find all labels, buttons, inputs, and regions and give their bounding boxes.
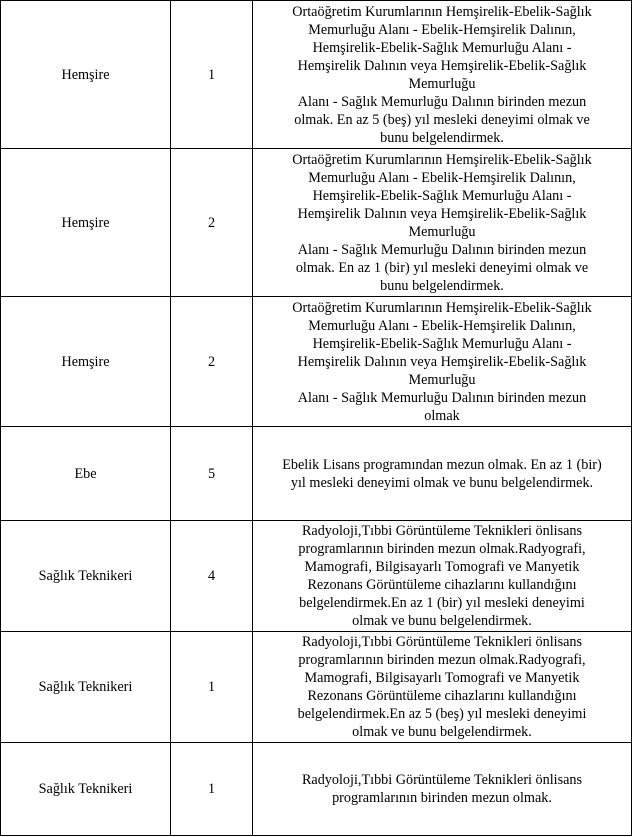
position-count: 1 [171, 743, 253, 836]
position-requirement: Ortaöğretim Kurumlarının Hemşirelik-Ebelik-Sağlık Memurluğu Alanı - Ebelik-Hemşirelik Dalının, Hemşirelik-Ebelik-Sağlık Memurluğu Alanı - Hemşirelik Dalının veya Hemşirelik-Ebelik-Sağlık Memurluğu Alanı - Sağlık Memurluğu Dalının birinden mezun olmak. En az 5 (beş) yıl mesleki deneyimi olmak ve bunu belgelendirmek. [253, 1, 632, 149]
position-title: Sağlık Teknikeri [1, 632, 171, 743]
position-count: 5 [171, 427, 253, 521]
position-requirement: Ortaöğretim Kurumlarının Hemşirelik-Ebelik-Sağlık Memurluğu Alanı - Ebelik-Hemşirelik Dalının, Hemşirelik-Ebelik-Sağlık Memurluğu Alanı - Hemşirelik Dalının veya Hemşirelik-Ebelik-Sağlık Memurluğu Alanı - Sağlık Memurluğu Dalının birinden mezun olmak [253, 297, 632, 427]
position-requirement: Ortaöğretim Kurumlarının Hemşirelik-Ebelik-Sağlık Memurluğu Alanı - Ebelik-Hemşirelik Dalının, Hemşirelik-Ebelik-Sağlık Memurluğu Alanı - Hemşirelik Dalının veya Hemşirelik-Ebelik-Sağlık Memurluğu Alanı - Sağlık Memurluğu Dalının birinden mezun olmak. En az 1 (bir) yıl mesleki deneyimi olmak ve bunu belgelendirmek. [253, 149, 632, 297]
position-count: 2 [171, 297, 253, 427]
position-count: 1 [171, 632, 253, 743]
position-count: 4 [171, 521, 253, 632]
table-row [1, 521, 632, 632]
table-row [1, 297, 632, 427]
table-row [1, 743, 632, 836]
position-title: Hemşire [1, 297, 171, 427]
table-row [1, 427, 632, 521]
position-requirement: Radyoloji,Tıbbi Görüntüleme Teknikleri önlisans programlarının birinden mezun olmak.Radyografi, Mamografi, Bilgisayarlı Tomografi ve Manyetik Rezonans Görüntüleme cihazlarını kullandığını belgelendirmek.En az 1 (bir) yıl mesleki deneyimi olmak ve bunu belgelendirmek. [253, 521, 632, 632]
position-requirement: Radyoloji,Tıbbi Görüntüleme Teknikleri önlisans programlarının birinden mezun olmak.Radyografi, Mamografi, Bilgisayarlı Tomografi ve Manyetik Rezonans Görüntüleme cihazlarını kullandığını belgelendirmek.En az 5 (beş) yıl mesleki deneyimi olmak ve bunu belgelendirmek. [253, 632, 632, 743]
position-count: 2 [171, 149, 253, 297]
table-row [1, 1, 632, 149]
position-title: Ebe [1, 427, 171, 521]
table-row [1, 632, 632, 743]
position-requirement: Ebelik Lisans programından mezun olmak. En az 1 (bir) yıl mesleki deneyimi olmak ve bunu belgelendirmek. [253, 427, 632, 521]
position-title: Hemşire [1, 149, 171, 297]
position-count: 1 [171, 1, 253, 149]
position-title: Sağlık Teknikeri [1, 521, 171, 632]
position-title: Hemşire [1, 1, 171, 149]
table-row [1, 149, 632, 297]
position-title: Sağlık Teknikeri [1, 743, 171, 836]
position-requirement: Radyoloji,Tıbbi Görüntüleme Teknikleri önlisans programlarının birinden mezun olmak. [253, 743, 632, 836]
